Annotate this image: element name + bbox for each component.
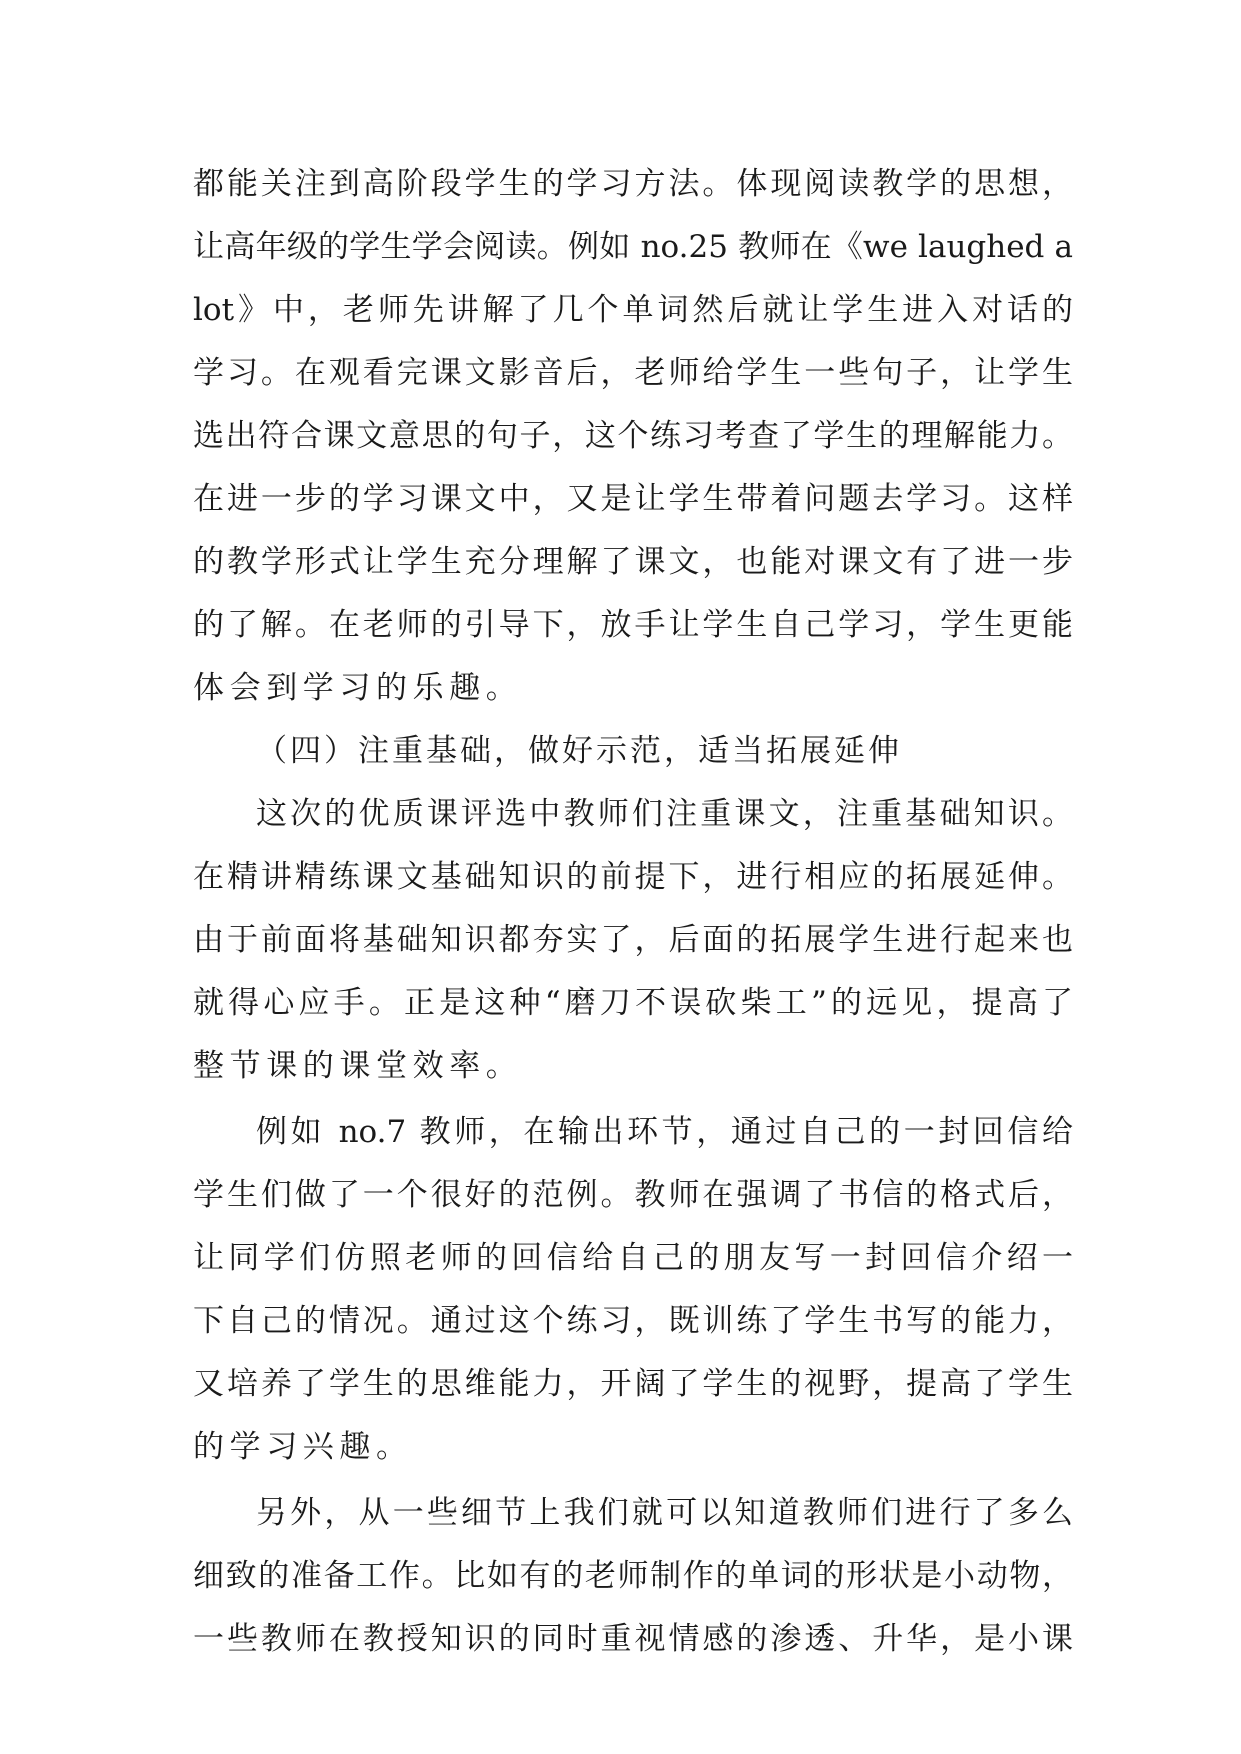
text-line: 都能关注到高阶段学生的学习方法。体现阅读教学的思想， (193, 166, 1073, 202)
text-line: 另外，从一些细节上我们就可以知道教师们进行了多么 (256, 1495, 1073, 1531)
text-line: 的了解。在老师的引导下，放手让学生自己学习，学生更能 (193, 607, 1073, 643)
text-line: 让高年级的学生学会阅读。例如 no.25 教师在《we laughed a (193, 229, 1073, 265)
text-line: 学生们做了一个很好的范例。教师在强调了书信的格式后， (193, 1177, 1073, 1213)
text-line: 体会到学习的乐趣。 (193, 670, 523, 706)
text-line: 在精讲精练课文基础知识的前提下，进行相应的拓展延伸。 (193, 859, 1073, 895)
text-line: lot》中，老师先讲解了几个单词然后就让学生进入对话的 (193, 292, 1073, 328)
text-line: 的学习兴趣。 (193, 1429, 413, 1465)
section-heading: （四）注重基础，做好示范，适当拓展延伸 (256, 733, 902, 769)
text-line: 例如 no.7 教师，在输出环节，通过自己的一封回信给 (256, 1114, 1073, 1150)
text-line: 由于前面将基础知识都夯实了，后面的拓展学生进行起来也 (193, 922, 1073, 958)
text-line: 这次的优质课评选中教师们注重课文，注重基础知识。 (256, 796, 1073, 832)
text-line: 就得心应手。正是这种“磨刀不误砍柴工”的远见，提高了 (193, 985, 1073, 1021)
text-line: 又培养了学生的思维能力，开阔了学生的视野，提高了学生 (193, 1366, 1073, 1402)
text-line: 整节课的课堂效率。 (193, 1048, 523, 1084)
text-line: 的教学形式让学生充分理解了课文，也能对课文有了进一步 (193, 544, 1073, 580)
text-line: 在进一步的学习课文中，又是让学生带着问题去学习。这样 (193, 481, 1073, 517)
text-line: 学习。在观看完课文影音后，老师给学生一些句子，让学生 (193, 355, 1073, 391)
text-line: 细致的准备工作。比如有的老师制作的单词的形状是小动物， (193, 1558, 1073, 1594)
text-line: 下自己的情况。通过这个练习，既训练了学生书写的能力， (193, 1303, 1073, 1339)
text-line: 选出符合课文意思的句子，这个练习考查了学生的理解能力。 (193, 418, 1073, 454)
text-line: 让同学们仿照老师的回信给自己的朋友写一封回信介绍一 (193, 1240, 1073, 1276)
text-line: 一些教师在教授知识的同时重视情感的渗透、升华，是小课 (193, 1621, 1073, 1657)
